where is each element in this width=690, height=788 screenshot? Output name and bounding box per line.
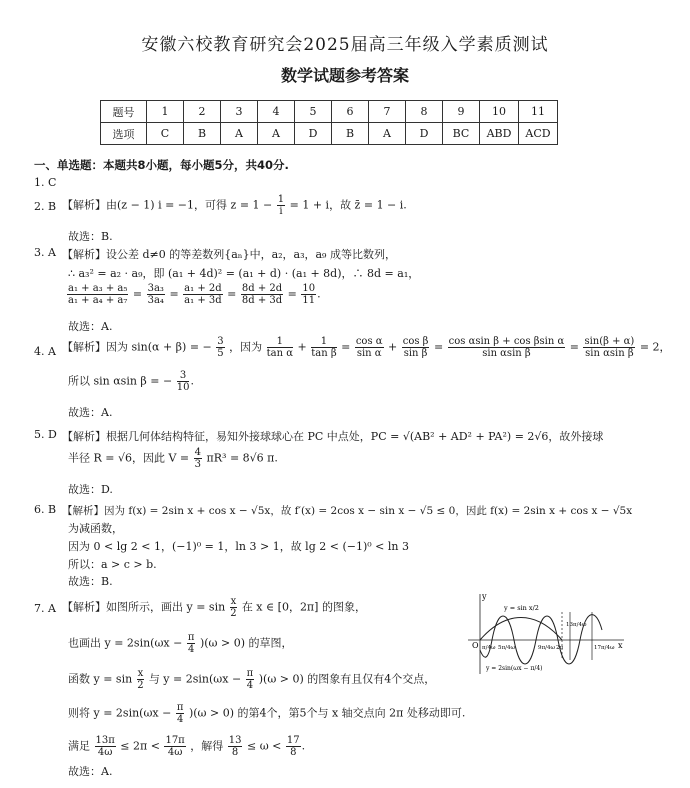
fraction: $\frac{\pi}{4}$ — [187, 632, 195, 655]
tick-label: 2π — [556, 645, 564, 651]
fraction: $\frac{3}{10}$ — [176, 370, 190, 393]
q3-conclusion: 故选：A. — [68, 320, 113, 333]
table-cell: 2 — [184, 101, 221, 123]
sin-curve-label: y = sin x/2 — [504, 604, 539, 612]
tick-label: 5π/4ω — [498, 645, 515, 651]
table-cell: 1 — [147, 101, 184, 123]
fraction: $\frac{4}{3}$ — [194, 447, 202, 470]
table-cell: D — [295, 123, 332, 145]
q5-line: 半径 R = √6，因此 V = $\frac{4}{3}$ πR³ = 8√6 π. — [68, 447, 278, 470]
q6-conclusion: 故选：B. — [68, 575, 113, 588]
fraction: $\frac{1}{\text{tan β}}$ — [311, 336, 337, 359]
table-cell: A — [258, 123, 295, 145]
tick-label: π/4ω — [482, 645, 496, 651]
fraction: $\frac{13}{8}$ — [228, 735, 242, 758]
table-cell: 3 — [221, 101, 258, 123]
omega-curve-label: y = 2sin(ωx − π/4) — [486, 665, 543, 672]
tick-label: 17π/4ω — [594, 645, 615, 651]
table-cell: 5 — [295, 101, 332, 123]
table-cell: 6 — [332, 101, 369, 123]
table-cell: ACD — [519, 123, 558, 145]
fraction: $\frac{17}{8}$ — [286, 735, 300, 758]
table-cell: 9 — [443, 101, 480, 123]
q6-line: 因为 0 < lg 2 < 1，(−1)⁰ = 1，ln 3 > 1，故 lg 2 < (−1)⁰ < ln 3 — [68, 540, 409, 553]
fraction: $\frac{3}{5}$ — [217, 336, 224, 359]
q4-line: 所以 sin αsin β = − $\frac{3}{10}$ . — [68, 370, 194, 393]
q6-line: 所以：a > c > b. — [68, 558, 157, 571]
q6-line: 【解析】因为 f(x) = 2sin x + cos x − √5x，故 f′(x) = 2cos x − sin x − √5 ≤ 0，因此 f(x) = 2sin x + cos x − √5x — [62, 505, 633, 517]
row-label: 选项 — [101, 123, 147, 145]
table-cell: B — [332, 123, 369, 145]
fraction: $\frac{\text{3a₃}}{\text{3a₄}}$ — [147, 283, 164, 306]
table-cell: B — [184, 123, 221, 145]
q2-text: = 1 + i，故 z̄ = 1 − i. — [289, 198, 407, 212]
q7-line: 函数 y = sin $\frac{x}{2}$ 与 y = 2sin(ωx − $\frac{\pi}{4}$ )(ω > 0) 的图象有且仅有4个交点， — [68, 668, 436, 691]
q5-line: 【解析】根据几何体结构特征，易知外接球球心在 PC 中点处，PC = √(AB² + AD² + PA²) = 2√6，故外接球 — [62, 430, 604, 443]
q2-text: 【解析】由(z − 1) i = −1，可得 z = 1 − — [62, 198, 273, 212]
fraction: $\frac{\text{cos β}}{\text{sin β}}$ — [402, 336, 429, 359]
q2-solution-line — [62, 194, 407, 217]
q3-line: 【解析】设公差 d≠0 的等差数列{aₙ}中，a₂，a₃，a₉ 成等比数列， — [62, 248, 396, 261]
q4-line: 【解析】因为 sin(α + β) = − $\frac{3}{5}$ ，因为 $\frac{1}{\text{tan α}}$ + $\frac{1}{\text{tan β}}$ = $\frac{\text{cos α}}{\text{sin α}}$ + $\frac{\text{cos β}}{\text{sin β}}$ = $\frac{\text{cos αsin β + cos βsin α}}{\text{sin αsin β}}$ = $\frac{\sin(\beta + \alpha)}{\text{sin αsin β}}$ = 2， — [62, 336, 671, 359]
table-cell: A — [369, 123, 406, 145]
table-cell: A — [221, 123, 258, 145]
q6-number: 6. B — [34, 503, 57, 516]
fraction: $\frac{x}{2}$ — [230, 596, 237, 619]
q7-number: 7. A — [34, 602, 56, 615]
q7-line: 也画出 y = 2sin(ωx − $\frac{\pi}{4}$ )(ω > 0) 的草图， — [68, 632, 293, 655]
q2-conclusion: 故选：B. — [68, 230, 113, 243]
q4-conclusion: 故选：A. — [68, 406, 113, 419]
fraction: $\frac{\sin(\beta + \alpha)}{\text{sin αsin β}}$ — [584, 336, 635, 359]
section-heading: 一、单选题：本题共8小题，每小题5分，共40分. — [34, 158, 289, 172]
fraction: $\frac{\text{cos α}}{\text{sin α}}$ — [355, 336, 383, 359]
row-label: 题号 — [101, 101, 147, 123]
q7-line: 满足 $\frac{13\pi}{4\omega}$ ≤ 2π < $\frac{17\pi}{4\omega}$ ，解得 $\frac{13}{8}$ ≤ ω < $\frac{17}{8}$ . — [68, 735, 306, 758]
sine-graph-figure — [466, 590, 626, 676]
answer-table — [100, 100, 558, 145]
fraction: $\frac{\text{a₁ + a₃ + a₅}}{\text{a₁ + a₄ + a₇}}$ — [68, 283, 128, 306]
q5-number: 5. D — [34, 428, 57, 441]
table-cell: 8 — [406, 101, 443, 123]
fraction: $\frac{1}{\text{tan α}}$ — [266, 336, 293, 359]
origin-label: O — [472, 641, 479, 650]
fraction: $\frac{1}{i}$ — [277, 194, 285, 217]
y-axis-label: y — [482, 592, 487, 601]
tick-label: 9π/4ω — [538, 645, 555, 651]
fraction: $\frac{17\pi}{4\omega}$ — [165, 735, 185, 758]
q3-line: ∴ a₃² = a₂ · a₉，即 (a₁ + 4d)² = (a₁ + d) · (a₁ + 8d)，∴ 8d = a₁， — [68, 267, 420, 280]
q3-fraction-line: $\frac{\text{a₁ + a₃ + a₅}}{\text{a₁ + a₄ + a₇}}$ = $\frac{\text{3a₃}}{\text{3a₄}}$ = $\frac{\text{a₁ + 2d}}{\text{a₁ + 3d}}$ = $\frac{8d + 2d}{8d + 3d}$ = $\frac{10}{11}$ . — [68, 283, 321, 306]
document-title: 安徽六校教育研究会2025届高三年级入学素质测试 — [141, 35, 549, 55]
q4-number: 4. A — [34, 345, 56, 358]
question-number-row — [101, 101, 558, 123]
q6-line: 为减函数， — [68, 522, 123, 535]
table-cell: 7 — [369, 101, 406, 123]
table-cell: BC — [443, 123, 480, 145]
x-axis-label: x — [618, 641, 623, 650]
fraction: $\frac{\text{a₁ + 2d}}{\text{a₁ + 3d}}$ — [184, 283, 222, 306]
fraction: $\frac{13\pi}{4\omega}$ — [95, 735, 115, 758]
q7-conclusion: 故选：A. — [68, 765, 113, 778]
table-cell: 4 — [258, 101, 295, 123]
fraction: $\frac{\pi}{4}$ — [176, 702, 184, 725]
document-subtitle: 数学试题参考答案 — [280, 66, 409, 85]
q7-line: 【解析】如图所示，画出 y = sin $\frac{x}{2}$ 在 x ∈ [0，2π] 的图象， — [62, 596, 366, 619]
q3-number: 3. A — [34, 246, 56, 259]
table-cell: 10 — [480, 101, 519, 123]
q5-conclusion: 故选：D. — [68, 483, 113, 496]
fraction: $\frac{x}{2}$ — [137, 668, 144, 691]
fraction: $\frac{\text{cos αsin β + cos βsin α}}{\text{sin αsin β}}$ — [448, 336, 565, 359]
table-cell: D — [406, 123, 443, 145]
q1-answer: 1. C — [34, 176, 57, 189]
fraction: $\frac{\pi}{4}$ — [246, 668, 254, 691]
q2-number: 2. B — [34, 200, 57, 213]
fraction: $\frac{8d + 2d}{8d + 3d}$ — [241, 283, 283, 306]
table-cell: 11 — [519, 101, 558, 123]
q7-line: 则将 y = 2sin(ωx − $\frac{\pi}{4}$ )(ω > 0) 的第4个，第5个与 x 轴交点向 2π 处移动即可. — [68, 702, 466, 725]
tick-label: 13π/4ω — [566, 622, 587, 628]
answer-row — [101, 123, 558, 145]
table-cell: ABD — [480, 123, 519, 145]
table-cell: C — [147, 123, 184, 145]
fraction: $\frac{10}{11}$ — [302, 283, 316, 306]
